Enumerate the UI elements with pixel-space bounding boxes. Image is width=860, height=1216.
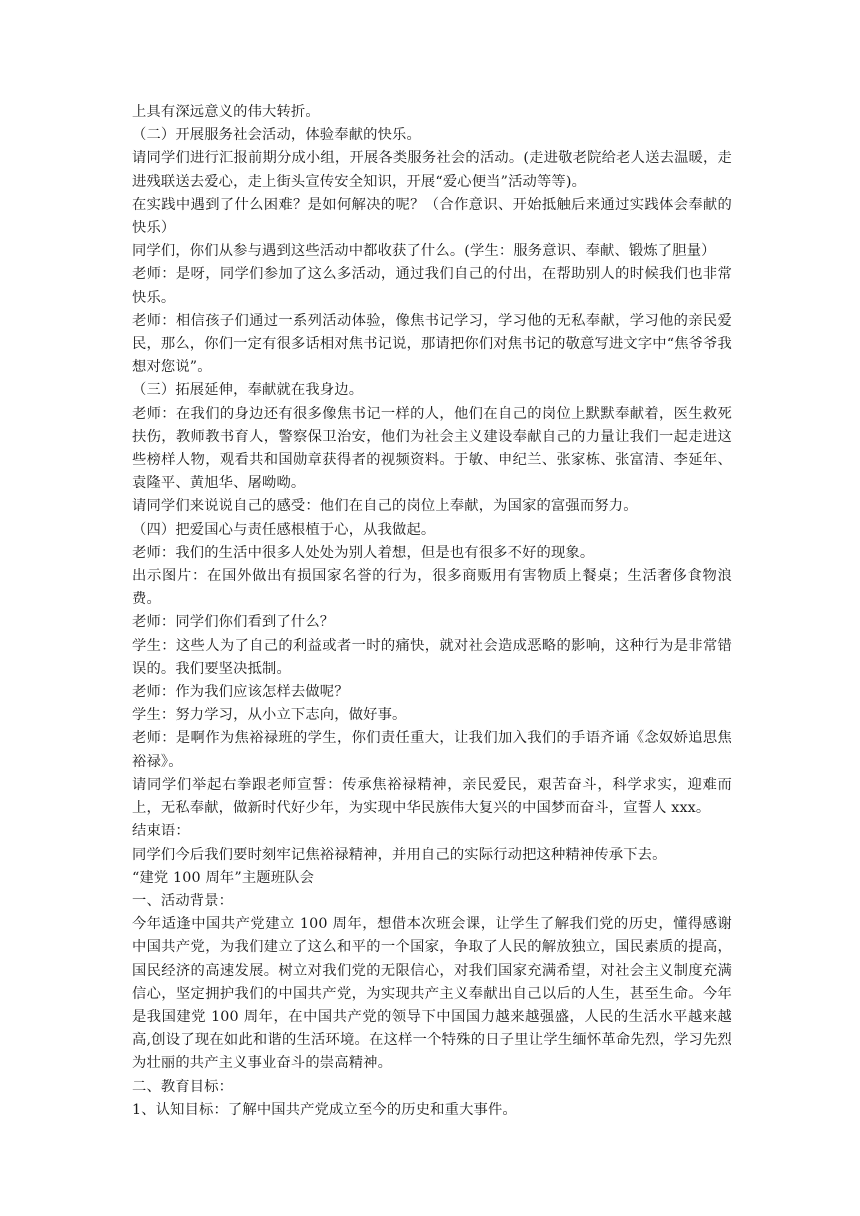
paragraph: 老师：相信孩子们通过一系列活动体验，像焦书记学习，学习他的无私奉献，学习他的亲民爱民，那么，你们一定有很多话相对焦书记说，那请把你们对焦书记的敬意写进文字中“焦爷爷我想对您说”。 bbox=[132, 312, 732, 376]
paragraph: 今年适逢中国共产党建立 100 周年，想借本次班会课，让学生了解我们党的历史，懂得感谢中国共产党，为我们建立了这么和平的一个国家，争取了人民的解放独立，国民素质的提高，国民经济的高速发展。树立对我们党的无限信心，对我们国家充满希望，对社会主义制度充满信心，坚定拥护我们的中国共产党，为实现共产主义奉献出自己以后的人生，甚至生命。今年是我国建党 100 周年，在中国共产党的领导下中国国力越来越强盛，人民的生活水平越来越高,创设了现在如此和谐的生活环境。在这样一个特殊的日子里让学生缅怀革命先烈，学习先烈为壮丽的共产主义事业奋斗的崇高精神。 bbox=[132, 916, 732, 1072]
paragraph: 同学们今后我们要时刻牢记焦裕禄精神，并用自己的实际行动把这种精神传承下去。 bbox=[132, 846, 667, 863]
section-heading: 一、活动背景： bbox=[132, 892, 234, 909]
paragraph: 出示图片：在国外做出有损国家名誉的行为，很多商贩用有害物质上餐桌；生活奢侈食物浪费。 bbox=[132, 568, 732, 608]
document-title: “建党 100 周年”主题班队会 bbox=[132, 869, 315, 886]
paragraph: 上具有深远意义的伟大转折。 bbox=[132, 104, 320, 120]
paragraph: 请同学们举起右拳跟老师宣誓：传承焦裕禄精神，亲民爱民，艰苦奋斗，科学求实，迎难而上，无私奉献，做新时代好少年，为实现中华民族伟大复兴的中国梦而奋斗，宣誓人 xxx。 bbox=[132, 776, 732, 817]
section-heading: 二、教育目标： bbox=[132, 1078, 234, 1095]
paragraph: 学生：这些人为了自己的利益或者一时的痛快，就对社会造成恶略的影响，这种行为是非常错误的。我们要坚决抵制。 bbox=[132, 637, 732, 677]
paragraph: 老师：我们的生活中很多人处处为别人着想，但是也有很多不好的现象。 bbox=[132, 544, 595, 561]
paragraph: 请同学们进行汇报前期分成小组，开展各类服务社会的活动。(走进敬老院给老人送去温暖，走进残联送去爱心，走上街头宣传安全知识，开展“爱心便当”活动等等)。 bbox=[132, 150, 732, 190]
paragraph: 老师：在我们的身边还有很多像焦书记一样的人，他们在自己的岗位上默默奉献着，医生救死扶伤，教师教书育人，警察保卫治安，他们为社会主义建设奉献自己的力量让我们一起走进这些榜样人物，观看共和国勋章获得者的视频资料。于敏、申纪兰、张家栋、张富清、李延年、袁隆平、黄旭华、屠呦呦。 bbox=[132, 405, 732, 492]
paragraph: 请同学们来说说自己的感受：他们在自己的岗位上奉献，为国家的富强而努力。 bbox=[132, 498, 638, 515]
section-heading: 结束语： bbox=[132, 823, 190, 840]
paragraph: 在实践中遇到了什么困难？是如何解决的呢？（合作意识、开始抵触后来通过实践体会奉献的快乐） bbox=[132, 196, 732, 237]
paragraph: 老师：是呀，同学们参加了这么多活动，通过我们自己的付出，在帮助别人的时候我们也非常快乐。 bbox=[132, 266, 732, 306]
section-heading: （三）拓展延伸，奉献就在我身边。 bbox=[132, 382, 364, 399]
paragraph: 同学们，你们从参与遇到这些活动中都收获了什么。(学生：服务意识、奉献、锻炼了胆量） bbox=[132, 243, 716, 260]
paragraph: 老师：同学们你们看到了什么？ bbox=[132, 614, 335, 631]
document-body bbox=[132, 101, 732, 1122]
paragraph: 老师：是啊作为焦裕禄班的学生，你们责任重大，让我们加入我们的手语齐诵《念奴娇追思焦裕禄》。 bbox=[132, 730, 732, 770]
section-heading: （二）开展服务社会活动，体验奉献的快乐。 bbox=[132, 127, 421, 144]
paragraph: 老师：作为我们应该怎样去做呢？ bbox=[132, 684, 349, 701]
paragraph: 1、认知目标：了解中国共产党成立至今的历史和重大事件。 bbox=[132, 1101, 517, 1118]
section-heading: （四）把爱国心与责任感根植于心，从我做起。 bbox=[132, 521, 436, 538]
paragraph: 学生：努力学习，从小立下志向，做好事。 bbox=[132, 707, 407, 724]
